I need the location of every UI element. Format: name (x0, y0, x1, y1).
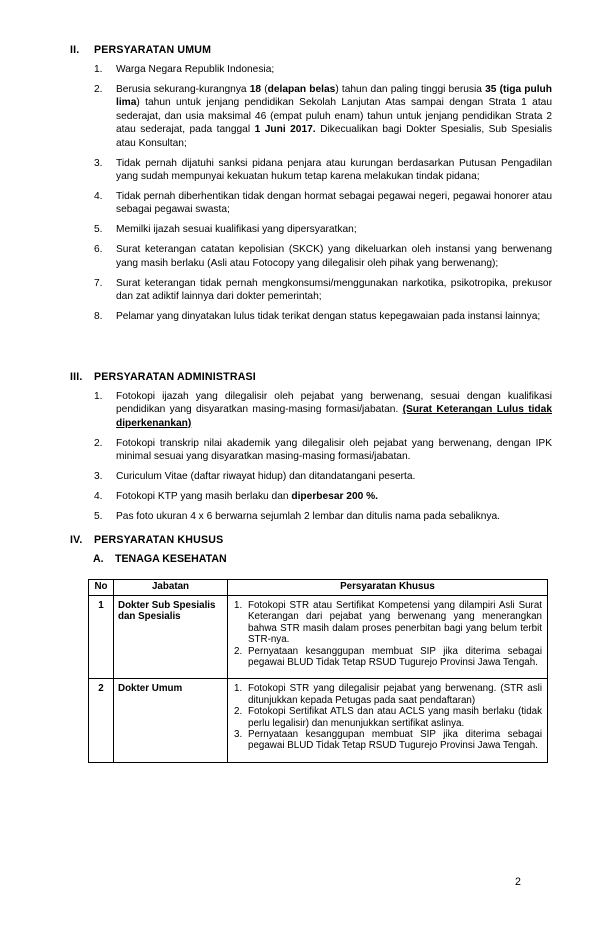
text-run: ) tahun untuk jenjang pendidikan Sekolah Lanjutan Atas sampai dengan Strata 1 atau sederajat, dan usia maksimal 46 (empat puluh enam) tahun untuk jenjang pendidikan Strata 2 atau sederajat, pada tanggal (116, 97, 552, 136)
list-item-number: 1. (94, 64, 103, 75)
list-item (88, 243, 552, 270)
list-item-text: Curiculum Vitae (daftar riwayat hidup) dan ditandatangani peserta. (116, 471, 416, 483)
row-jabatan: Dokter Umum (114, 679, 228, 762)
list-item-number: 5. (94, 511, 103, 523)
text-run: 18 (249, 84, 262, 95)
list-item (88, 63, 552, 76)
list-item-number: 4. (94, 191, 103, 203)
list-item (88, 83, 552, 150)
list-item (88, 510, 552, 523)
list-item (88, 437, 552, 464)
list-item-text (116, 391, 552, 429)
section-3-list (88, 390, 552, 530)
list-item (88, 190, 552, 217)
subsection-a-heading (93, 553, 227, 566)
list-item-text: Surat keterangan tidak pernah mengkonsumsi/menggunakan narkotika, psikotropika, prekusor dan zat adiktif lainnya dari dokter pemerintah; (116, 277, 552, 303)
section-2-heading (70, 44, 211, 57)
requirements-table (88, 579, 548, 763)
text-run: Berusia sekurang-kurangnya (116, 84, 250, 95)
text-run: ( (261, 84, 268, 95)
list-item-text (116, 491, 378, 502)
requirement-text: Fotokopi STR yang dilegalisir pejabat yang berwenang. (STR asli ditunjukkan kepada Petugas pada saat pendaftaran) (248, 683, 542, 706)
requirement-item (232, 729, 542, 752)
list-item-text: Memilki ijazah sesuai kualifikasi yang dipersyaratkan; (116, 224, 357, 236)
list-item-number: 5. (94, 224, 103, 236)
requirement-item (232, 683, 542, 706)
requirement-number: 1. (234, 600, 243, 611)
subsection-a-title: TENAGA KESEHATAN (115, 553, 227, 565)
list-item-text: Warga Negara Republik Indonesia; (116, 64, 275, 75)
table-row (89, 679, 548, 762)
header-persyaratan: Persyaratan Khusus (228, 580, 548, 596)
text-run: Dikecualikan bagi Dokter Spesialis, Sub Spesialis atau Konsultan; (116, 124, 552, 149)
list-item (88, 157, 552, 184)
list-item (88, 490, 552, 503)
requirement-text: Fotokopi Sertifikat ATLS dan atau ACLS yang masih berlaku (tidak perlu legalisir) dan menunjukkan sertifikat aslinya. (248, 706, 542, 729)
text-run: (Surat Keterangan Lulus tidak diperkenankan) (116, 404, 552, 429)
list-item-number: 2. (94, 84, 103, 95)
section-3-heading (70, 371, 256, 384)
requirement-item (232, 706, 542, 729)
header-no: No (89, 580, 114, 596)
section-3-title: PERSYARATAN ADMINISTRASI (94, 371, 256, 383)
requirement-text: Pernyataan kesanggupan membuat SIP jika diterima sebagai pegawai BLUD Tidak Tetap RSUD Tugurejo Provinsi Jawa Tengah. (248, 729, 542, 752)
list-item-text: Surat keterangan catatan kepolisian (SKCK) yang dikeluarkan oleh instansi yang berwenang yang masih berlaku (Asli atau Fotocopy yang dilegalisir oleh pihak yang berwenang); (116, 244, 552, 269)
text-run: 35 (tiga puluh lima (116, 84, 552, 109)
row-number: 2 (89, 679, 114, 762)
section-2-title: PERSYARATAN UMUM (94, 44, 212, 56)
text-run: 1 Juni 2017. (254, 124, 316, 136)
text-run: Fotokopi ijazah yang dilegalisir oleh pejabat yang berwenang, sesuai dengan kualifikasi pendidikan yang disyaratkan masing-masing formasi/jabatan. (116, 391, 552, 416)
text-run: Fotokopi KTP yang masih berlaku dan (116, 491, 292, 503)
requirement-number: 2. (234, 645, 243, 657)
text-run: ) tahun dan paling tinggi berusia (335, 84, 486, 95)
text-run: delapan belas (267, 84, 336, 95)
section-4-title: PERSYARATAN KHUSUS (94, 534, 224, 546)
row-jabatan: Dokter Sub Spesialis dan Spesialis (114, 596, 228, 679)
row-requirements (228, 679, 548, 762)
list-item (88, 390, 552, 430)
list-item-number: 6. (94, 244, 103, 256)
list-item-text: Tidak pernah dijatuhi sanksi pidana penjara atau kurungan berdasarkan Putusan Pengadilan yang sudah mempunyai kekuatan hukum tetap karena melakukan tindak pidana; (116, 157, 552, 183)
section-4-number: IV. (70, 534, 83, 546)
list-item-text: Pelamar yang dinyatakan lulus tidak terikat dengan status kepegawaian pada instansi lainnya; (116, 311, 541, 323)
header-jabatan: Jabatan (114, 580, 228, 596)
requirement-item (232, 646, 542, 669)
list-item-number: 7. (94, 277, 103, 289)
requirement-number: 1. (234, 683, 243, 695)
list-item-number: 1. (94, 391, 103, 402)
requirement-text: Pernyataan kesanggupan membuat SIP jika diterima sebagai pegawai BLUD Tidak Tetap RSUD Tugurejo Provinsi Jawa Tengah. (248, 645, 542, 669)
list-item (88, 470, 552, 483)
list-item (88, 310, 552, 323)
list-item (88, 223, 552, 236)
table-header-row (89, 580, 548, 596)
list-item-number: 3. (94, 157, 103, 169)
list-item-number: 4. (94, 491, 103, 503)
page-number: 2 (515, 876, 521, 888)
requirement-item (232, 600, 542, 646)
list-item-text: Pas foto ukuran 4 x 6 berwarna sejumlah 2 lembar dan ditulis nama pada sebaliknya. (116, 511, 500, 523)
row-number: 1 (89, 596, 114, 679)
list-item-text (116, 84, 552, 149)
requirement-number: 3. (234, 729, 243, 741)
section-2-number: II. (70, 44, 80, 56)
list-item-number: 8. (94, 311, 103, 323)
requirement-text: Fotokopi STR atau Sertifikat Kompetensi yang dilampiri Asli Surat Keterangan dari pejabat yang berwenang yang menerangkan bahwa STR masih dalam proses penerbitan bagi yang belum terbit STR-nya. (248, 600, 542, 646)
list-item (88, 277, 552, 304)
requirement-number: 2. (234, 706, 243, 718)
row-requirements (228, 596, 548, 679)
list-item-number: 3. (94, 471, 103, 483)
table-row (89, 596, 548, 679)
section-2-list (88, 63, 552, 330)
text-run: diperbesar 200 %. (291, 491, 379, 503)
list-item-text: Tidak pernah diberhentikan tidak dengan hormat sebagai pegawai negeri, pegawai honorer atau sebagai pegawai swasta; (116, 191, 552, 216)
subsection-a-letter: A. (93, 553, 104, 565)
section-4-heading (70, 534, 223, 547)
list-item-text: Fotokopi transkrip nilai akademik yang dilegalisir oleh pejabat yang berwenang, dengan IPK minimal sesuai yang disyaratkan masing-masing formasi/jabatan. (116, 437, 552, 463)
section-3-number: III. (70, 371, 83, 383)
list-item-number: 2. (94, 437, 103, 449)
